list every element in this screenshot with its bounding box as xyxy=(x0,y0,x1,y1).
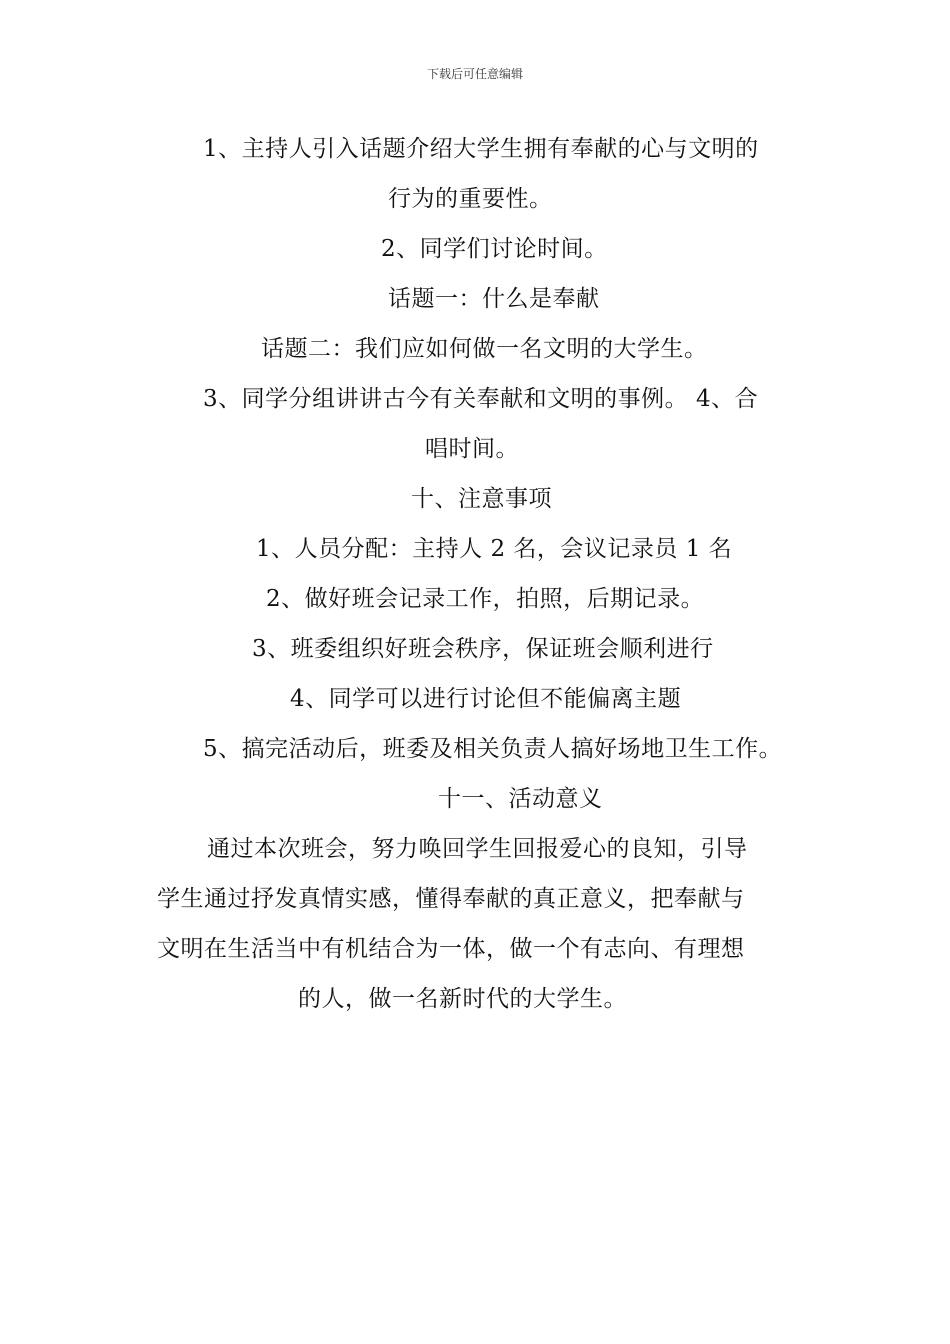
body-line-15: 通过本次班会，努力唤回学生回报爱心的良知，引导 xyxy=(207,836,748,862)
body-line-10: 2、做好班会记录工作，拍照，后期记录。 xyxy=(266,586,705,612)
body-line-16: 学生通过抒发真情实感，懂得奉献的真正意义，把奉献与 xyxy=(157,886,745,912)
page-header: 下载后可任意编辑 xyxy=(426,67,523,81)
body-line-7: 唱时间。 xyxy=(425,436,519,462)
body-line-18: 的人，做一名新时代的大学生。 xyxy=(298,986,627,1012)
body-line-13: 5、搞完活动后，班委及相关负责人搞好场地卫生工作。 xyxy=(203,736,783,762)
body-line-5: 话题二：我们应如何做一名文明的大学生。 xyxy=(261,336,708,362)
body-line-11: 3、班委组织好班会秩序，保证班会顺利进行 xyxy=(252,636,714,662)
body-line-4: 话题一：什么是奉献 xyxy=(388,286,600,312)
body-line-9: 1、人员分配：主持人 2 名，会议记录员 1 名 xyxy=(256,536,733,562)
body-line-3: 2、同学们讨论时间。 xyxy=(381,236,608,262)
section-heading-10: 十、注意事项 xyxy=(411,486,552,512)
body-line-2: 行为的重要性。 xyxy=(388,186,553,212)
body-line-12: 4、同学可以进行讨论但不能偏离主题 xyxy=(290,686,682,712)
body-line-1: 1、主持人引入话题介绍大学生拥有奉献的心与文明的 xyxy=(203,136,759,162)
section-heading-11: 十一、活动意义 xyxy=(438,786,603,812)
body-line-6: 3、同学分组讲讲古今有关奉献和文明的事例。 4、合 xyxy=(203,386,759,412)
body-line-17: 文明在生活当中有机结合为一体，做一个有志向、有理想 xyxy=(157,936,745,962)
